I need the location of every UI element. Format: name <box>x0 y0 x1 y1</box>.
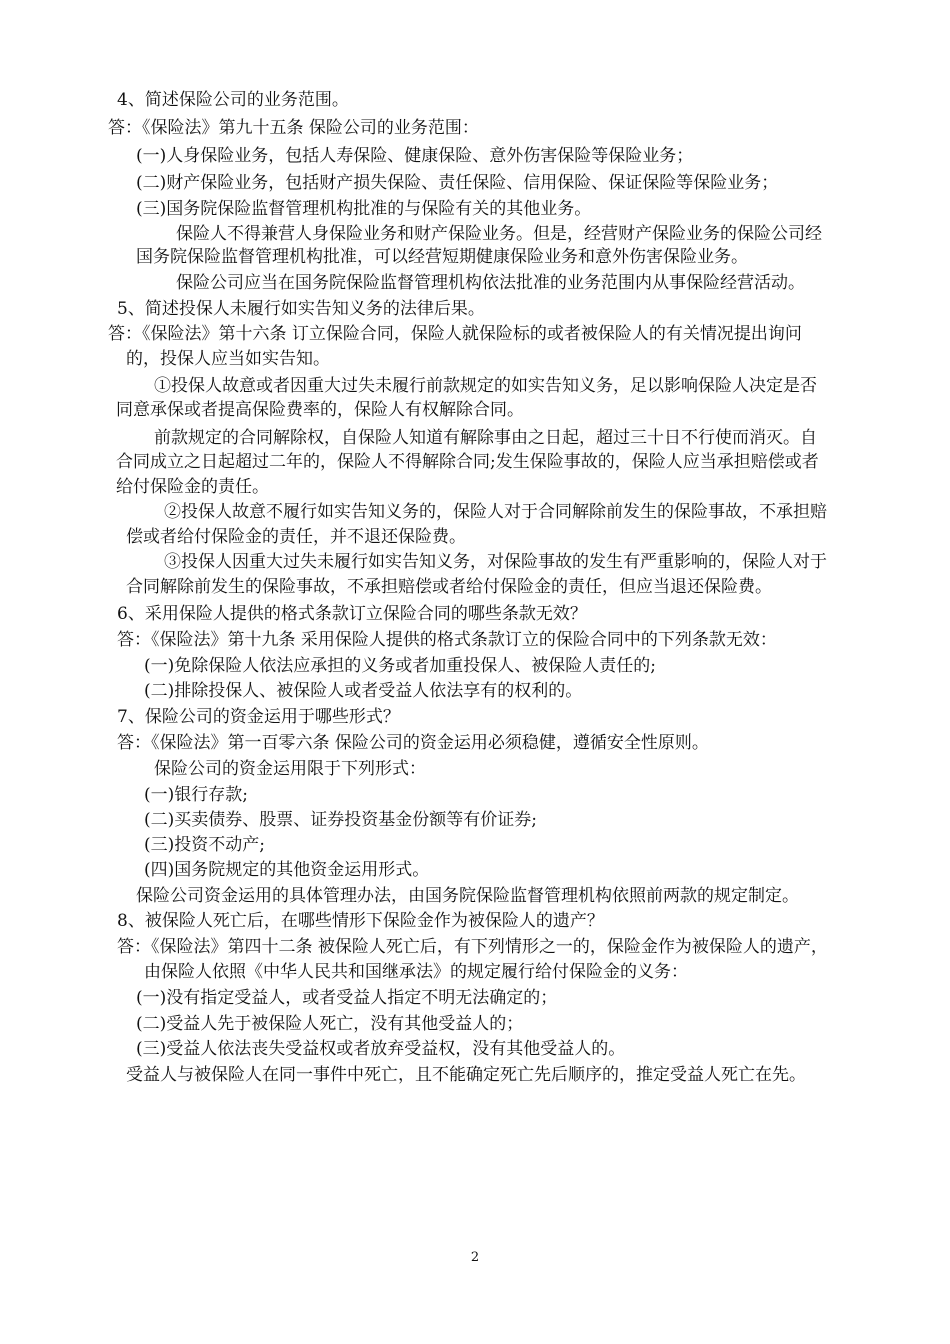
answer-4-intro: 答：《保险法》第九十五条 保险公司的业务范围： <box>108 118 479 138</box>
answer-8-intro-b: 由保险人依照《中华人民共和国继承法》的规定履行给付保险金的义务： <box>144 962 688 982</box>
question-4-heading: 4、简述保险公司的业务范围。 <box>117 90 349 110</box>
answer-6-item-2: (二)排除投保人、被保险人或者受益人依法享有的权利的。 <box>144 681 583 701</box>
answer-7-item-1: (一)银行存款; <box>144 785 248 805</box>
answer-8-closing: 受益人与被保险人在同一事件中死亡，且不能确定死亡先后顺序的，推定受益人死亡在先。 <box>126 1065 806 1085</box>
answer-7-closing: 保险公司资金运用的具体管理办法，由国务院保险监督管理机构依照前两款的规定制定。 <box>136 886 799 906</box>
answer-4-para-1a: 保险人不得兼营人身保险业务和财产保险业务。但是，经营财产保险业务的保险公司经 <box>176 224 822 244</box>
answer-6-item-1: (一)免除保险人依法应承担的义务或者加重投保人、被保险人责任的; <box>144 656 656 676</box>
answer-5-point-1b: 同意承保或者提高保险费率的，保险人有权解除合同。 <box>116 400 524 420</box>
answer-5-para-a: 前款规定的合同解除权，自保险人知道有解除事由之日起，超过三十日不行使而消灭。自 <box>154 428 817 448</box>
answer-4-item-3: (三)国务院保险监督管理机构批准的与保险有关的其他业务。 <box>136 199 592 219</box>
question-5-heading: 5、简述投保人未履行如实告知义务的法律后果。 <box>117 299 485 319</box>
answer-5-point-2a: ②投保人故意不履行如实告知义务的，保险人对于合同解除前发生的保险事故，不承担赔 <box>164 502 827 522</box>
answer-7-item-4: (四)国务院规定的其他资金运用形式。 <box>144 860 430 880</box>
answer-5-intro-a: 答：《保险法》第十六条 订立保险合同，保险人就保险标的或者被保险人的有关情况提出询问 <box>108 324 802 344</box>
page-number: 2 <box>470 1250 480 1265</box>
answer-5-point-3a: ③投保人因重大过失未履行如实告知义务，对保险事故的发生有严重影响的，保险人对于 <box>164 552 827 572</box>
answer-5-intro-b: 的，投保人应当如实告知。 <box>126 349 330 369</box>
question-6-heading: 6、采用保险人提供的格式条款订立保险合同的哪些条款无效？ <box>117 604 587 624</box>
answer-5-point-2b: 偿或者给付保险金的责任，并不退还保险费。 <box>126 527 466 547</box>
answer-4-para-2: 保险公司应当在国务院保险监督管理机构依法批准的业务范围内从事保险经营活动。 <box>176 273 805 293</box>
answer-4-item-2: (二)财产保险业务，包括财产损失保险、责任保险、信用保险、保证保险等保险业务； <box>136 173 779 193</box>
answer-8-item-3: (三)受益人依法丧失受益权或者放弃受益权，没有其他受益人的。 <box>136 1039 626 1059</box>
answer-7-item-2: (二)买卖债券、股票、证券投资基金份额等有价证券; <box>144 810 537 830</box>
answer-5-point-3b: 合同解除前发生的保险事故，不承担赔偿或者给付保险金的责任，但应当退还保险费。 <box>126 577 772 597</box>
question-8-heading: 8、被保险人死亡后，在哪些情形下保险金作为被保险人的遗产？ <box>117 911 604 931</box>
answer-7-lead: 保险公司的资金运用限于下列形式： <box>154 759 426 779</box>
question-7-heading: 7、保险公司的资金运用于哪些形式？ <box>117 707 400 727</box>
answer-8-item-1: (一)没有指定受益人，或者受益人指定不明无法确定的； <box>136 988 558 1008</box>
answer-5-para-c: 给付保险金的责任。 <box>116 477 269 497</box>
answer-5-point-1a: ①投保人故意或者因重大过失未履行前款规定的如实告知义务，足以影响保险人决定是否 <box>154 376 817 396</box>
answer-4-para-1b: 国务院保险监督管理机构批准，可以经营短期健康保险业务和意外伤害保险业务。 <box>136 247 748 267</box>
answer-4-item-1: (一)人身保险业务，包括人寿保险、健康保险、意外伤害保险等保险业务； <box>136 146 694 166</box>
answer-5-para-b: 合同成立之日起超过二年的，保险人不得解除合同;发生保险事故的，保险人应当承担赔偿或者 <box>116 452 819 472</box>
answer-8-intro-a: 答：《保险法》第四十二条 被保险人死亡后，有下列情形之一的，保险金作为被保险人的遗产， <box>117 937 828 957</box>
answer-8-item-2: (二)受益人先于被保险人死亡，没有其他受益人的； <box>136 1014 524 1034</box>
answer-7-item-3: (三)投资不动产; <box>144 835 265 855</box>
answer-6-intro: 答：《保险法》第十九条 采用保险人提供的格式条款订立的保险合同中的下列条款无效： <box>117 630 777 650</box>
answer-7-intro: 答：《保险法》第一百零六条 保险公司的资金运用必须稳健，遵循安全性原则。 <box>117 733 709 753</box>
